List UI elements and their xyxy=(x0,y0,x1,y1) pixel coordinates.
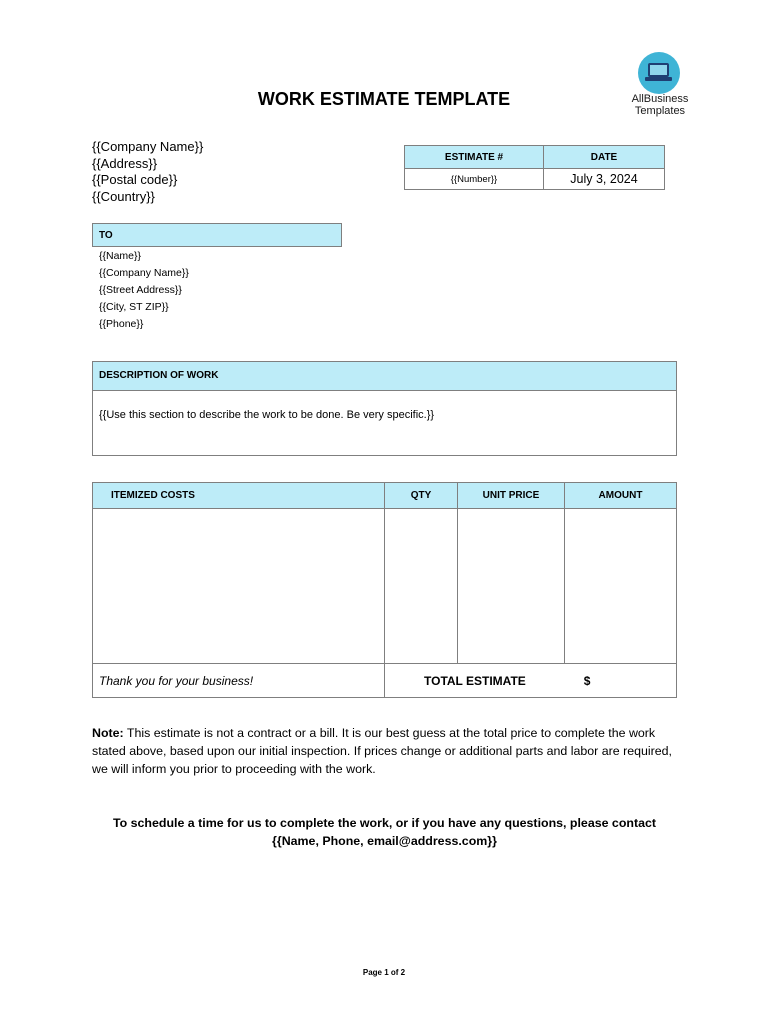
unit-price-header: UNIT PRICE xyxy=(458,483,565,509)
logo-line-2: Templates xyxy=(634,105,686,117)
itemized-costs-cell[interactable] xyxy=(93,509,385,664)
logo-icon xyxy=(638,52,680,94)
sender-block xyxy=(92,139,203,205)
note-paragraph xyxy=(92,724,677,778)
note-text: This estimate is not a contract or a bill. It is our best guess at the total price to complete the work stated above, based upon our initial inspection. If prices change or additional parts and labor are required, we will inform you prior to proceeding with the work. xyxy=(92,726,672,776)
estimate-date-value[interactable]: July 3, 2024 xyxy=(544,169,665,190)
itemized-costs-header: ITEMIZED COSTS xyxy=(93,483,385,509)
thank-you-cell xyxy=(93,664,385,698)
to-name: {{Name}} xyxy=(99,250,142,262)
contact-line-1: To schedule a time for us to complete the work, or if you have any questions, please contact xyxy=(112,816,656,830)
estimate-number-value[interactable]: {{Number}} xyxy=(405,169,544,190)
to-street: {{Street Address}} xyxy=(99,284,182,296)
to-city: {{City, ST ZIP}} xyxy=(99,301,169,313)
total-estimate-cell xyxy=(385,664,677,698)
estimate-number-header: ESTIMATE # xyxy=(405,146,544,169)
total-estimate-value[interactable]: $ xyxy=(583,673,591,688)
amount-cell[interactable] xyxy=(565,509,677,664)
itemized-costs-table xyxy=(92,482,677,698)
to-company: {{Company Name}} xyxy=(99,267,189,279)
amount-header: AMOUNT xyxy=(565,483,677,509)
contact-paragraph xyxy=(92,814,677,850)
laptop-screen-icon xyxy=(648,63,669,77)
page-title-text: WORK ESTIMATE TEMPLATE xyxy=(257,89,511,109)
page-title xyxy=(0,89,768,110)
estimate-date-header: DATE xyxy=(544,146,665,169)
description-header: DESCRIPTION OF WORK xyxy=(93,362,676,391)
sender-postal: {{Postal code}} xyxy=(92,172,178,187)
estimate-table xyxy=(404,145,665,190)
unit-price-cell[interactable] xyxy=(458,509,565,664)
sender-country: {{Country}} xyxy=(92,188,155,204)
qty-cell[interactable] xyxy=(385,509,458,664)
description-text[interactable]: {{Use this section to describe the work to be done. Be very specific.}} xyxy=(99,409,435,421)
laptop-base-icon xyxy=(645,77,672,81)
thank-you-text: Thank you for your business! xyxy=(99,673,254,688)
sender-address: {{Address}} xyxy=(92,155,158,171)
contact-line-2: {{Name, Phone, email@address.com}} xyxy=(272,834,497,848)
sender-company: {{Company Name}} xyxy=(92,139,204,154)
description-box xyxy=(92,361,677,456)
to-phone: {{Phone}} xyxy=(99,318,144,330)
to-header: TO xyxy=(92,223,342,247)
note-label: Note: xyxy=(92,726,124,740)
page-number: Page 1 of 2 xyxy=(362,968,406,977)
logo-line-1: AllBusiness xyxy=(631,93,689,105)
total-estimate-label: TOTAL ESTIMATE xyxy=(424,673,526,688)
to-address-block xyxy=(99,248,189,333)
qty-header: QTY xyxy=(385,483,458,509)
